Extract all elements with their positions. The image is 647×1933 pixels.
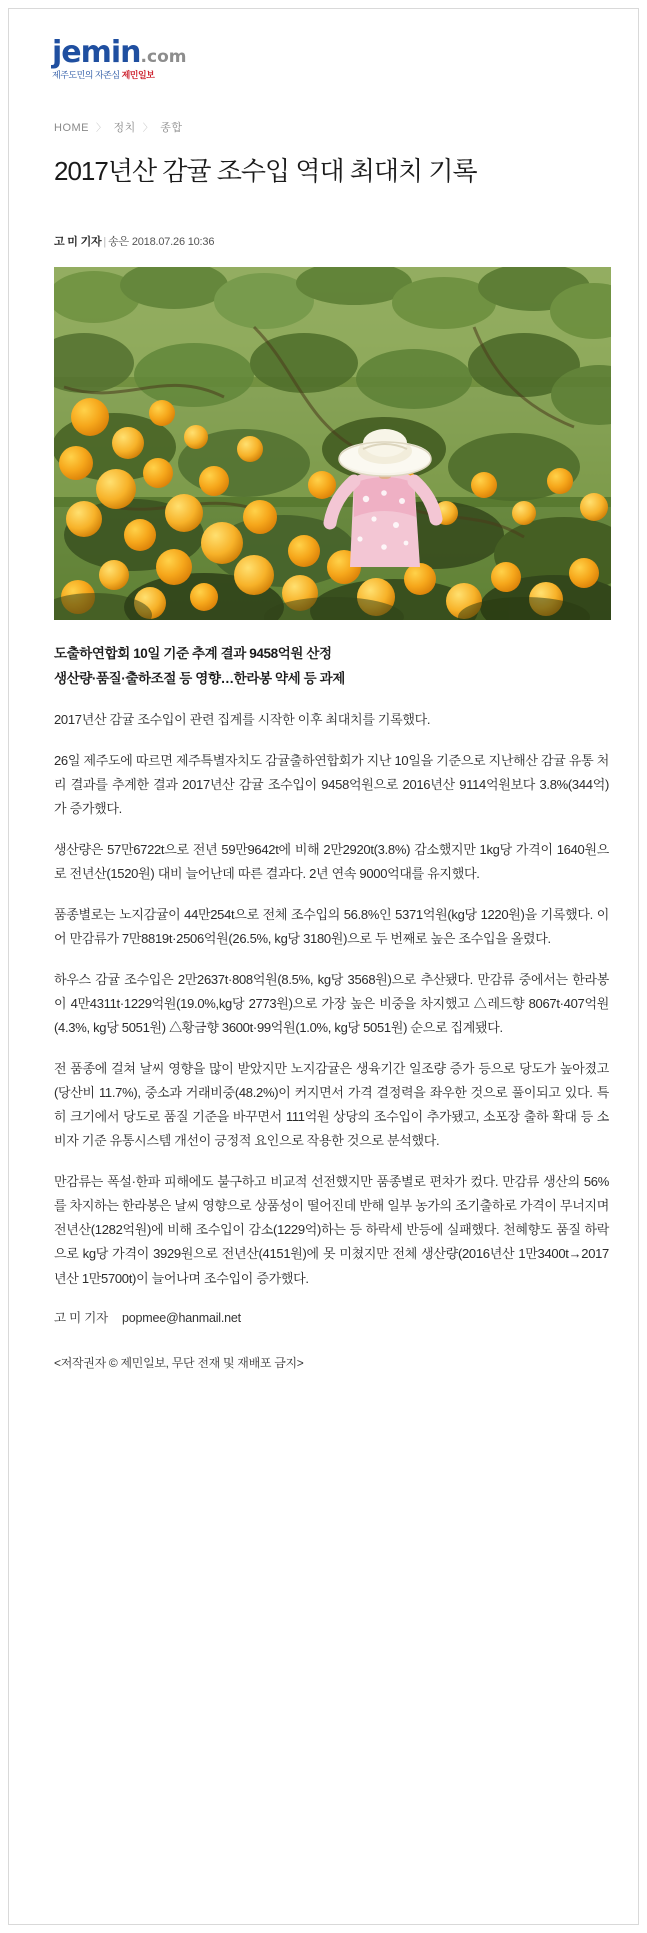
author-email-link[interactable]: popmee@hanmail.net <box>122 1310 241 1325</box>
breadcrumb-item-politics[interactable]: 정치 <box>113 121 136 134</box>
article-photo <box>54 267 611 620</box>
article-paragraph: 전 품종에 걸쳐 날씨 영향을 많이 받았지만 노지감귤은 생육기간 일조량 증가 등으로 당도가 높아졌고(당산비 11.7%), 중소과 거래비중(48.2%)이 커지면서 가격 결정력을 좌우한 것으로 풀이되고 있다. 특히 크기에서 당도로 품질 기준을 바꾸면서 111억원 상당의 조수입이 추가됐고, 소포장 출하 확대 등 소비자 기준 유통시스템 개선이 긍정적 요인으로 작용한 것으로 분석했다. <box>54 1061 609 1149</box>
breadcrumb-separator-icon: 〉 <box>142 122 154 134</box>
logo-tagline-line2: 제민일보 <box>121 70 155 80</box>
logo-text: jemin <box>52 35 141 70</box>
byline-email-label: 송은 <box>108 235 129 248</box>
byline-timestamp: 2018.07.26 10:36 <box>131 235 215 248</box>
subhead-line-1: 도출하연합회 10일 기준 추계 결과 9458억원 산정 <box>54 645 332 661</box>
article-subheads <box>54 642 613 692</box>
site-logo[interactable] <box>52 35 212 81</box>
byline <box>54 233 613 249</box>
breadcrumb-item-home[interactable]: HOME <box>54 121 89 134</box>
logo-suffix: .com <box>140 47 187 67</box>
article-author-footer <box>54 1308 613 1326</box>
article-paragraph: 26일 제주도에 따르면 제주특별자치도 감귤출하연합회가 지난 10일을 기준으로 지난해산 감귤 유통 처리 결과를 추계한 결과 2017년산 감귤 조수입이 9458억원으로 2016년산 9114억원보다 3.8%(344억)가 증가했다. <box>54 752 609 816</box>
article-figure <box>54 267 611 620</box>
article-paragraph: 생산량은 57만6722t으로 전년 59만9642t에 비해 2만2920t(3.8%) 감소했지만 1kg당 가격이 1640원으로 전년산(1520원) 대비 늘어난데 따른 결과다. 2년 연속 9000억대를 유지했다. <box>54 841 609 881</box>
article-paragraph: 품종별로는 노지감귤이 44만254t으로 전체 조수입의 56.8%인 5371억원(kg당 1220원)을 기록했다. 이어 만감류가 7만8819t·2506억원(26.5%, kg당 3180원)으로 두 번째로 높은 조수입을 올렸다. <box>54 906 609 946</box>
article-paragraph: 만감류는 폭설·한파 피해에도 불구하고 비교적 선전했지만 품종별로 편차가 컸다. 만감류 생산의 56%를 차지하는 한라봉은 날씨 영향으로 상품성이 떨어진데 반해 일부 농가의 조기출하로 가격이 무너지며 전년산(1282억원)에 비해 조수입이 감소(1229억)하는 등 하락세 반등에 실패했다. 천혜향도 품질 하락으로 kg당 가격이 3929원으로 전년산(4151원)에 못 미쳤지만 전체 생산량(2016년산 1만3400t→2017년산 1만5700t)이 늘어나며 조수입이 증가했다. <box>54 1174 610 1286</box>
subhead-line-2: 생산량·품질·출하조절 등 영향…한라봉 약세 등 과제 <box>54 670 345 686</box>
byline-separator: | <box>103 235 107 248</box>
article-body <box>54 708 609 1291</box>
article-paragraph: 2017년산 감귤 조수입이 관련 집계를 시작한 이후 최대치를 기록했다. <box>54 711 431 727</box>
logo-tagline-line1: 제주도민의 자존심 <box>52 70 120 80</box>
logo-tagline <box>52 71 212 81</box>
logo-wordmark <box>52 35 212 70</box>
article-paragraph: 하우스 감귤 조수입은 2만2637t·808억원(8.5%, kg당 3568원)으로 추산됐다. 만감류 중에서는 한라봉이 4만4311t·1229억원(19.0%,kg당 2773원)으로 가장 높은 비중을 차지했고 △레드향 8067t·407억원(4.3%, kg당 5051원) △황금향 3600t·99억원(1.0%, kg당 5051원) 순으로 집계됐다. <box>54 972 609 1036</box>
breadcrumb-separator-icon: 〉 <box>96 122 107 134</box>
author-name: 고 미 기자 <box>54 1310 109 1325</box>
page-title: 2017년산 감귤 조수입 역대 최대치 기록 <box>54 155 477 186</box>
byline-reporter: 고 미 기자 <box>54 235 102 248</box>
copyright-notice: <저작권자 © 제민일보, 무단 전재 및 재배포 금지> <box>54 1355 304 1370</box>
breadcrumb <box>54 119 613 135</box>
breadcrumb-item-general[interactable]: 종합 <box>160 121 183 134</box>
